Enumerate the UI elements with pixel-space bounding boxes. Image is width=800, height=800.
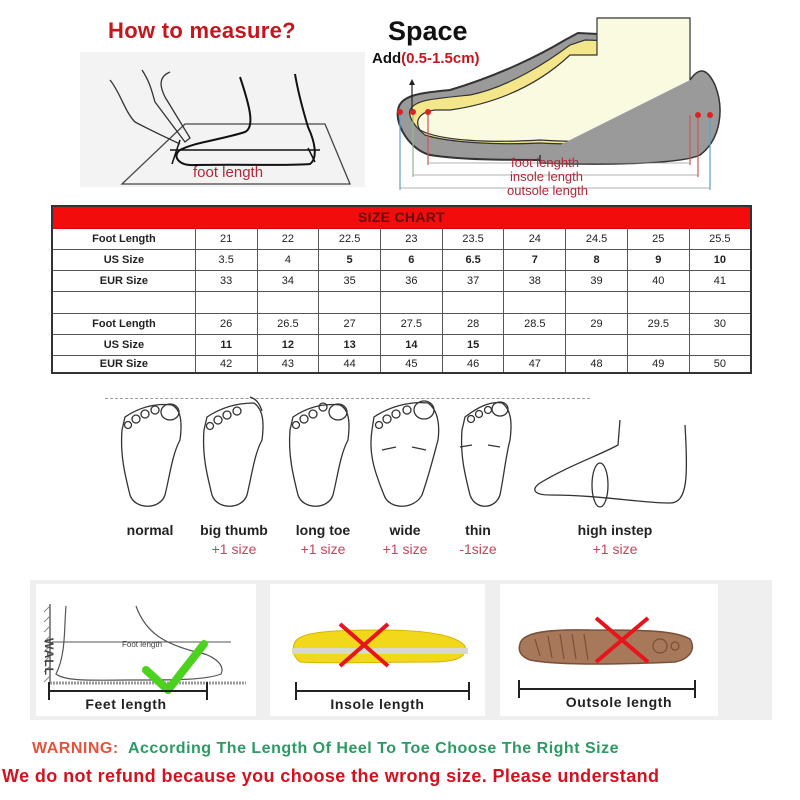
- table-cell: 25.5: [689, 228, 751, 249]
- how-to-measure-title: How to measure?: [108, 18, 296, 43]
- table-cell: 8: [566, 249, 628, 270]
- row-label: US Size: [52, 249, 195, 270]
- table-cell: 5: [319, 249, 381, 270]
- table-cell: 30: [689, 313, 751, 334]
- table-row-foot-length-1: [52, 228, 751, 249]
- add-range: (0.5-1.5cm): [401, 50, 480, 67]
- foot-type-adjust: +1 size: [592, 541, 638, 557]
- row-label: Foot Length: [52, 228, 195, 249]
- warning-text: According The Length Of Heel To Toe Choose The Right Size: [127, 740, 619, 757]
- table-cell: 46: [442, 355, 504, 373]
- table-cell: 49: [627, 355, 689, 373]
- foot-type-name: big thumb: [200, 522, 268, 538]
- table-cell: 41: [689, 270, 751, 291]
- feet-length-ruler: [48, 690, 208, 692]
- size-chart-table: [51, 205, 752, 374]
- table-cell: 29: [566, 313, 628, 334]
- table-cell: 28: [442, 313, 504, 334]
- empty-cell: [627, 291, 689, 313]
- table-cell: 6: [380, 249, 442, 270]
- empty-cell: [52, 291, 195, 313]
- big-thumb-foot-icon: [204, 397, 263, 506]
- outsole-length-ruler: [518, 688, 696, 690]
- foot-type-high-instep: [560, 522, 670, 557]
- insole-length-ruler: [295, 690, 470, 692]
- empty-cell: [257, 291, 319, 313]
- feet-length-label: Feet length: [85, 696, 167, 712]
- foot-type-wide: [370, 522, 440, 557]
- foot-type-adjust: +1 size: [211, 541, 257, 557]
- wall-label: WALL: [42, 638, 56, 676]
- foot-length-inner-label: Foot length: [122, 640, 163, 649]
- table-cell: 26: [195, 313, 257, 334]
- table-cell: 4: [257, 249, 319, 270]
- foot-type-name: high instep: [577, 522, 653, 538]
- table-cell: 50: [689, 355, 751, 373]
- table-cell: 12: [257, 334, 319, 355]
- empty-cell: [319, 291, 381, 313]
- insole-length-label: insole length: [510, 169, 583, 184]
- table-cell: 39: [566, 270, 628, 291]
- table-cell: 47: [504, 355, 566, 373]
- table-cell: [504, 334, 566, 355]
- table-cell: 43: [257, 355, 319, 373]
- table-cell: 24: [504, 228, 566, 249]
- row-label: Foot Length: [52, 313, 195, 334]
- empty-cell: [566, 291, 628, 313]
- thin-foot-icon: [460, 402, 511, 506]
- table-cell: 48: [566, 355, 628, 373]
- empty-cell: [195, 291, 257, 313]
- high-instep-foot-icon: [535, 420, 687, 507]
- foot-type-adjust: +1 size: [382, 541, 428, 557]
- foot-type-adjust: -1size: [459, 541, 497, 557]
- foot-type-big-thumb: [192, 522, 276, 557]
- table-cell: 33: [195, 270, 257, 291]
- table-cell: 38: [504, 270, 566, 291]
- table-cell: [689, 334, 751, 355]
- table-cell: 42: [195, 355, 257, 373]
- table-cell: 11: [195, 334, 257, 355]
- row-label: EUR Size: [52, 270, 195, 291]
- table-cell: 26.5: [257, 313, 319, 334]
- table-row-eur-size-1: [52, 270, 751, 291]
- table-cell: 15: [442, 334, 504, 355]
- empty-cell: [442, 291, 504, 313]
- foot-type-name: normal: [126, 522, 174, 538]
- warning-prefix: WARNING:: [32, 740, 119, 757]
- wide-foot-icon: [371, 401, 439, 506]
- space-title: Space: [388, 16, 468, 46]
- insole-length-label: Insole length: [330, 696, 425, 712]
- foot-length-label: foot length: [193, 164, 264, 181]
- empty-cell: [689, 291, 751, 313]
- table-cell: 13: [319, 334, 381, 355]
- size-chart-title: SIZE CHART: [52, 206, 751, 228]
- foot-type-name: thin: [465, 522, 491, 538]
- table-cell: 44: [319, 355, 381, 373]
- table-cell: 27: [319, 313, 381, 334]
- table-cell: 25: [627, 228, 689, 249]
- row-label: EUR Size: [52, 355, 195, 373]
- foot-type-normal: [115, 522, 185, 541]
- table-cell: 7: [504, 249, 566, 270]
- warning-line: [32, 740, 619, 758]
- size-chart-header: [52, 206, 751, 228]
- foot-type-long-toe: [288, 522, 358, 557]
- table-cell: 27.5: [380, 313, 442, 334]
- table-cell: [566, 334, 628, 355]
- table-row-spacer: [52, 291, 751, 313]
- table-row-us-size-1: [52, 249, 751, 270]
- table-cell: 28.5: [504, 313, 566, 334]
- table-cell: 22.5: [319, 228, 381, 249]
- empty-cell: [380, 291, 442, 313]
- foot-types-illustration: [100, 395, 700, 515]
- table-cell: 3.5: [195, 249, 257, 270]
- table-cell: [627, 334, 689, 355]
- table-cell: 40: [627, 270, 689, 291]
- table-row-foot-length-2: [52, 313, 751, 334]
- table-cell: 35: [319, 270, 381, 291]
- table-cell: 34: [257, 270, 319, 291]
- foot-type-name: long toe: [295, 522, 351, 538]
- table-cell: 36: [380, 270, 442, 291]
- add-space-label: [372, 50, 480, 67]
- outsole-length-label: Outsole length: [565, 694, 673, 710]
- foot-type-thin: [448, 522, 508, 557]
- row-label: US Size: [52, 334, 195, 355]
- table-cell: 6.5: [442, 249, 504, 270]
- normal-foot-icon: [122, 404, 181, 506]
- foot-lenghth-label: foot lenghth: [511, 155, 579, 170]
- foot-type-adjust: +1 size: [300, 541, 346, 557]
- table-cell: 29.5: [627, 313, 689, 334]
- table-cell: 23.5: [442, 228, 504, 249]
- table-cell: 9: [627, 249, 689, 270]
- refund-notice: We do not refund because you choose the wrong size. Please understand: [2, 766, 660, 786]
- table-cell: 23: [380, 228, 442, 249]
- table-cell: 45: [380, 355, 442, 373]
- long-toe-foot-icon: [290, 403, 349, 506]
- table-cell: 37: [442, 270, 504, 291]
- table-cell: 10: [689, 249, 751, 270]
- insole-length-panel: [270, 584, 485, 716]
- foot-type-name: wide: [389, 522, 421, 538]
- table-row-us-size-2: [52, 334, 751, 355]
- table-cell: 22: [257, 228, 319, 249]
- table-cell: 24.5: [566, 228, 628, 249]
- outsole-length-label: outsole length: [507, 183, 588, 198]
- outsole-length-panel: [500, 584, 718, 716]
- table-cell: 21: [195, 228, 257, 249]
- empty-cell: [504, 291, 566, 313]
- table-cell: 14: [380, 334, 442, 355]
- feet-length-panel: [36, 584, 256, 716]
- add-prefix: Add: [372, 50, 402, 67]
- table-row-eur-size-2: [52, 355, 751, 373]
